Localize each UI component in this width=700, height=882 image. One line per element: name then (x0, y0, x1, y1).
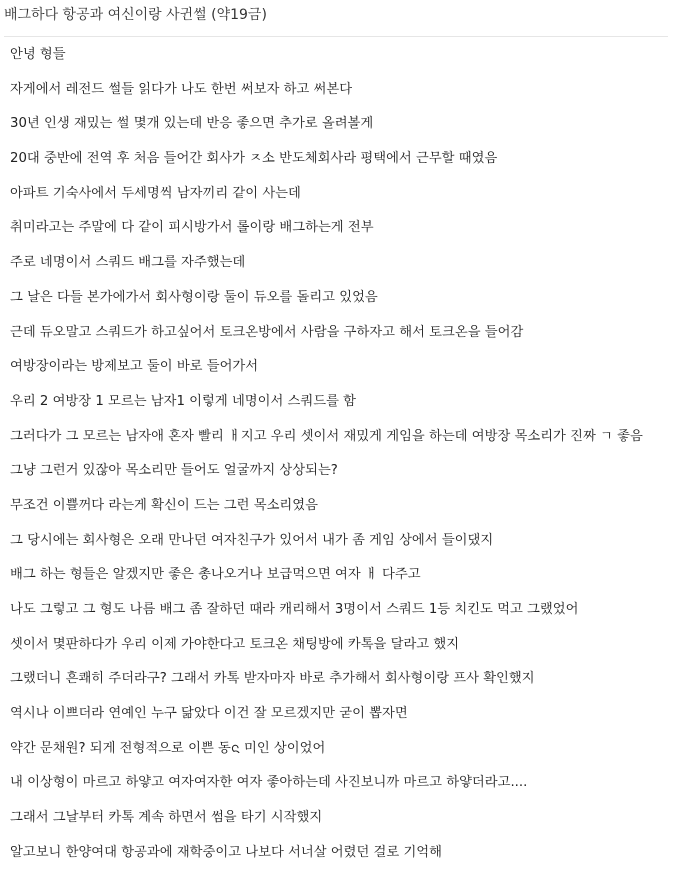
post-line: 무조건 이쁠꺼다 라는게 확신이 드는 그런 목소리였음 (10, 497, 318, 513)
post-line: 안녕 형들 (10, 47, 66, 62)
post-line: 그 당시에는 회사형은 오래 만나던 여자친구가 있어서 내가 좀 게임 상에서 들이댔지 (10, 532, 494, 548)
post-line: 약간 문채원? 되게 전형적으로 이쁜 동ᨶ 미인 상이었어 (10, 740, 326, 756)
post-line: 나도 그렇고 그 형도 나름 배그 좀 잘하던 때라 캐리해서 3명이서 스쿼드 1등 치킨도 먹고 그랬었어 (10, 602, 579, 617)
post-line: 30년 인생 재밌는 썰 몇개 있는데 반응 좋으면 추가로 올려볼게 (10, 116, 374, 132)
post-title: 배그하다 항공과 여신이랑 사귄썰 (약19금) (4, 4, 668, 37)
post-line: 우리 2 여방장 1 모르는 남자1 이렇게 네명이서 스쿼드를 함 (10, 393, 357, 409)
post-line: 아파트 기숙사에서 두세명씩 남자끼리 같이 사는데 (10, 185, 301, 201)
post-line: 20대 중반에 전역 후 처음 들어간 회사가 ㅈ소 반도체회사라 평택에서 근무할 때였음 (10, 151, 498, 167)
post-line: 여방장이라는 방제보고 둘이 바로 들어가서 (10, 359, 259, 375)
post-line: 셋이서 몇판하다가 우리 이제 가야한다고 토크온 채팅방에 카톡을 달라고 했지 (10, 636, 460, 652)
post-line: 그랬더니 흔쾌히 주더라구? 그래서 카톡 받자마자 바로 추가해서 회사형이랑 프사 확인했지 (10, 671, 535, 687)
post-line: 그냥 그런거 있잖아 목소리만 들어도 얼굴까지 상상되는? (10, 463, 338, 479)
post-line: 자게에서 레전드 썰들 읽다가 나도 한번 써보자 하고 써본다 (10, 81, 353, 97)
post-line: 취미라고는 주말에 다 같이 피시방가서 롤이랑 배그하는게 전부 (10, 220, 374, 236)
post-line: 배그 하는 형들은 알겠지만 좋은 총나오거나 보급먹으면 여자 ㅐ 다주고 (10, 567, 421, 583)
post-line: 그러다가 그 모르는 남자애 혼자 빨리 ㅐ지고 우리 셋이서 재밌게 게임을 하는데 여방장 목소리가 진짜 ㄱ 좋음 (10, 428, 643, 444)
post-line: 역시나 이쁘더라 연예인 누구 닮았다 이건 잘 모르겠지만 굳이 뽑자면 (10, 706, 408, 722)
post-line: 내 이상형이 마르고 하얗고 여자여자한 여자 좋아하는데 사진보니까 마르고 하얗더라고.... (10, 775, 528, 791)
post-body (10, 38, 694, 871)
post-line: 주로 네명이서 스쿼드 배그를 자주했는데 (10, 255, 246, 271)
post-line: 알고보니 한양여대 항공과에 재학중이고 나보다 서너살 어렸던 걸로 기억해 (10, 844, 443, 860)
post-line: 근데 듀오말고 스쿼드가 하고싶어서 토크온방에서 사람을 구하자고 해서 토크온을 들어감 (10, 324, 524, 340)
post-line: 그래서 그날부터 카톡 계속 하면서 썸을 타기 시작했지 (10, 810, 323, 826)
post-line: 그 날은 다들 본가에가서 회사형이랑 둘이 듀오를 돌리고 있었음 (10, 289, 378, 305)
